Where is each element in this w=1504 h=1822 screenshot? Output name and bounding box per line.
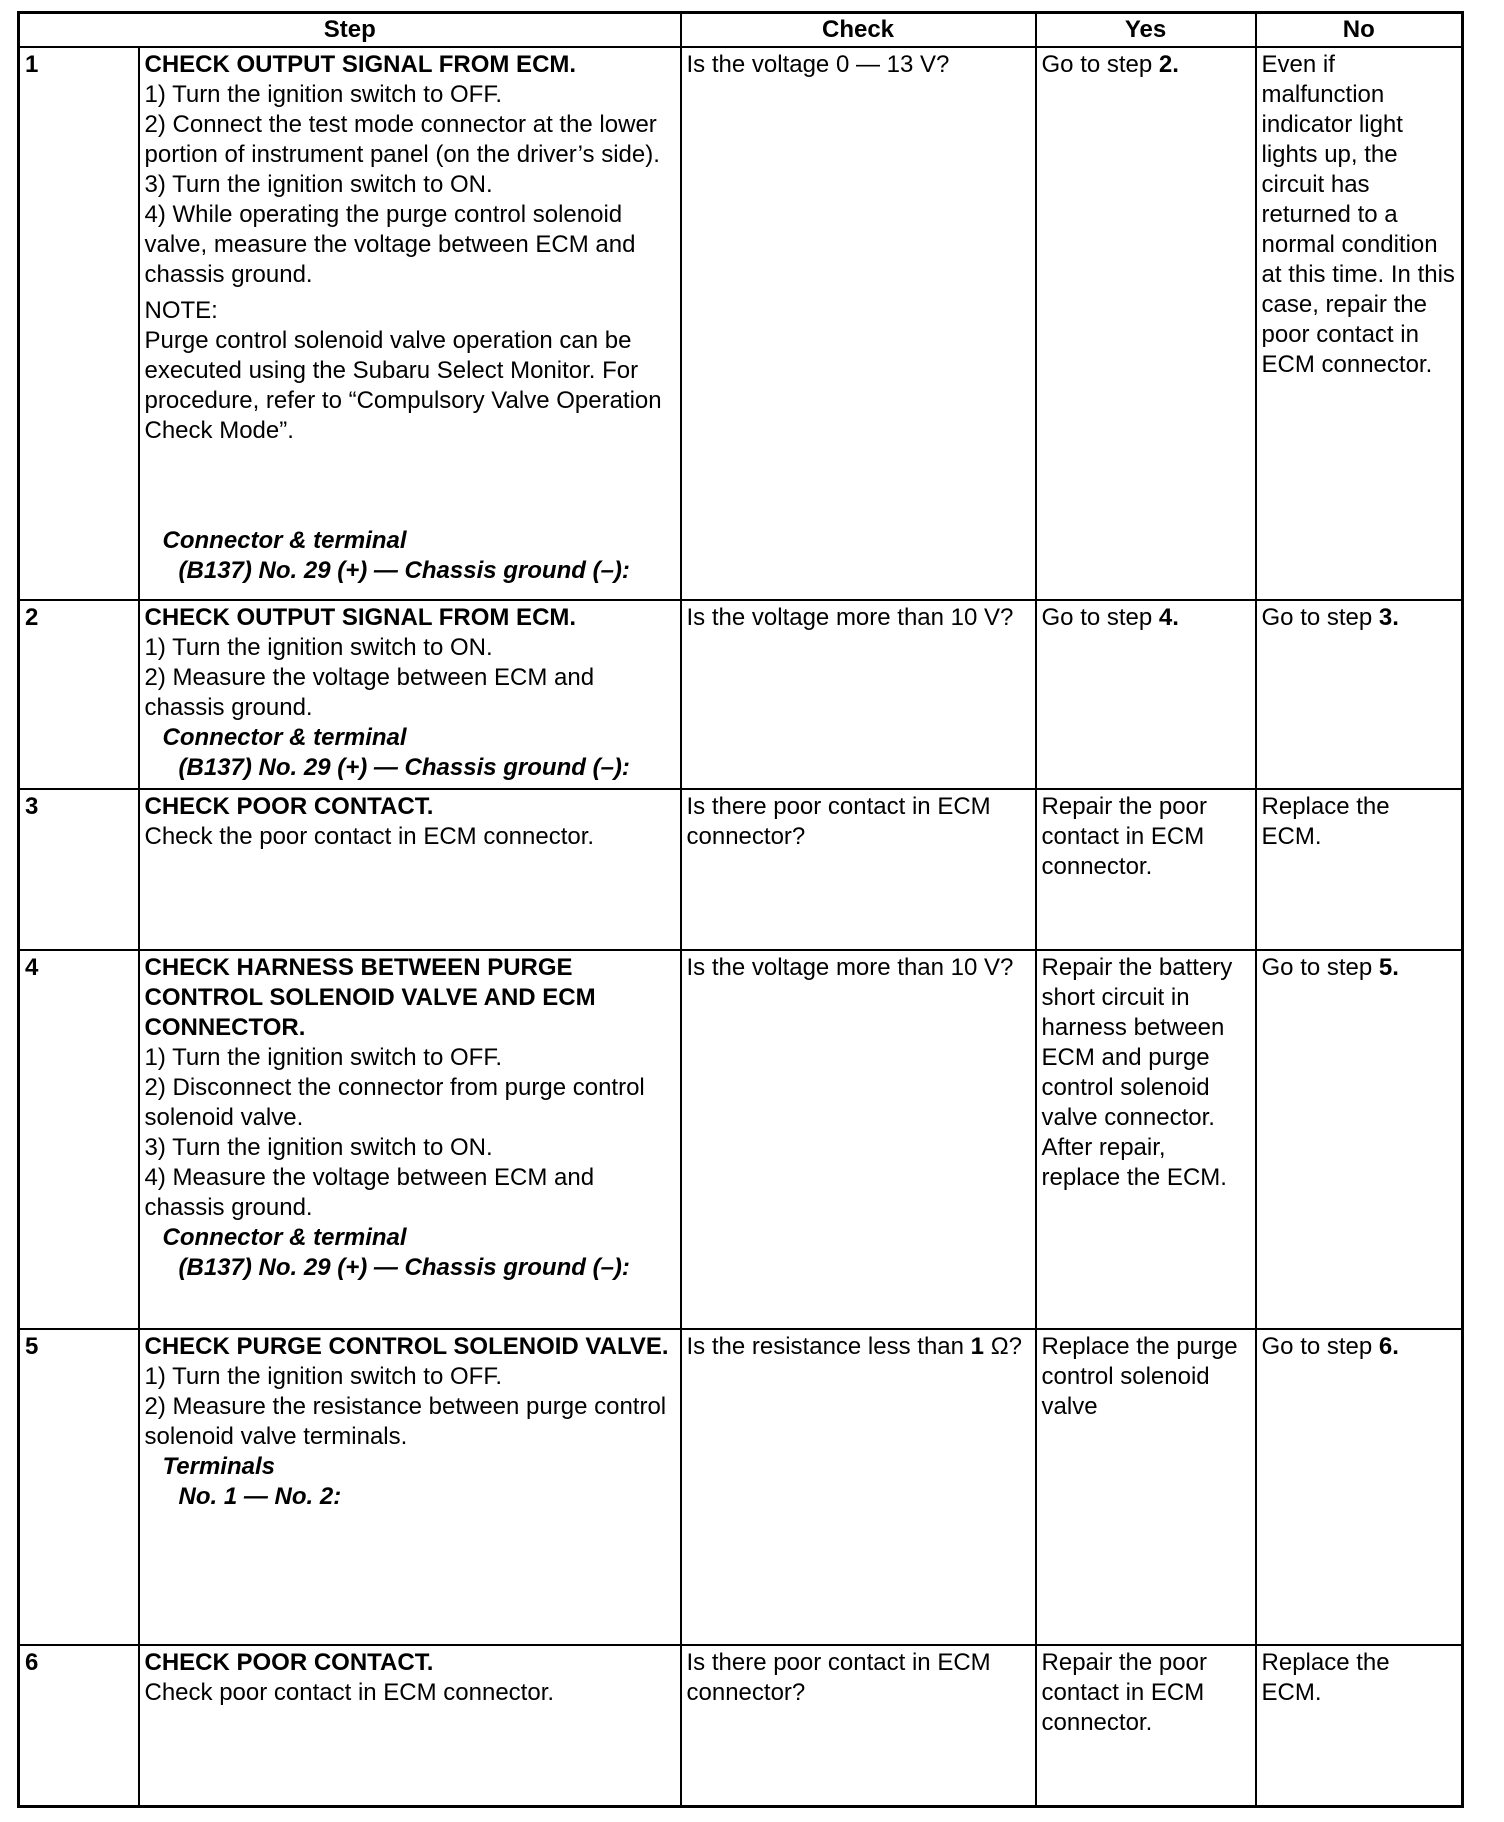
step-number: 1: [19, 47, 139, 600]
check-unit: Ω?: [984, 1333, 1022, 1361]
table-row: [19, 950, 1463, 1329]
no-text: Replace the ECM.: [1261, 1649, 1390, 1707]
terminals-value: No. 1 — No. 2:: [178, 1483, 342, 1511]
yes-text: Repair the battery short circuit in harness between ECM and purge control solenoid valve connector. After repair, replace the ECM.: [1041, 954, 1233, 1192]
step-title: CHECK POOR CONTACT.: [144, 1649, 434, 1677]
step-number: 2: [19, 600, 139, 790]
table-row: [19, 1645, 1463, 1806]
check-cell: Is there poor contact in ECM connector?: [681, 1645, 1036, 1806]
step-instruction: 1) Turn the ignition switch to OFF.: [144, 1044, 502, 1072]
step-title: CHECK OUTPUT SIGNAL FROM ECM.: [144, 603, 577, 631]
no-text: Replace the ECM.: [1261, 793, 1390, 851]
no-cell: [1256, 950, 1463, 1329]
connector-label: Connector & terminal: [162, 527, 407, 554]
header-yes: Yes: [1036, 13, 1256, 48]
yes-cell: [1036, 1645, 1256, 1806]
no-cell: [1256, 600, 1463, 790]
yes-text: Repair the poor contact in ECM connector.: [1041, 793, 1207, 881]
no-text: Go to step: [1261, 954, 1379, 982]
header-row: [19, 13, 1463, 48]
no-text: Even if malfunction indicator light lights up, the circuit has returned to a normal condition at this time. In this case, repair the poor contact in ECM connector.: [1261, 51, 1455, 378]
yes-cell: [1036, 950, 1256, 1329]
no-cell: [1256, 789, 1463, 950]
table-row: [19, 47, 1463, 600]
connector-label: Connector & terminal: [162, 1224, 407, 1252]
step-number: 6: [19, 1645, 139, 1806]
no-step-ref: 3.: [1378, 603, 1399, 631]
note-text: Purge control solenoid valve operation can be executed using the Subaru Select Monitor. For procedure, refer to “Compulsory Valve Operation Check Mode”.: [144, 327, 662, 444]
step-instruction: 1) Turn the ignition switch to OFF.: [144, 81, 502, 108]
yes-text: Go to step: [1041, 603, 1159, 631]
step-instruction: 2) Connect the test mode connector at the lower portion of instrument panel (on the driver’s side).: [144, 111, 660, 168]
check-cell: Is the voltage more than 10 V?: [681, 600, 1036, 790]
step-instruction: Check the poor contact in ECM connector.: [144, 823, 595, 851]
step-description: [139, 789, 681, 950]
header-step: Step: [19, 13, 681, 48]
check-text: Is the resistance less than: [686, 1333, 971, 1361]
yes-text: Replace the purge control solenoid valve: [1041, 1333, 1238, 1421]
table-row: [19, 789, 1463, 950]
step-instruction: 1) Turn the ignition switch to ON.: [144, 633, 493, 661]
step-instruction: 3) Turn the ignition switch to ON.: [144, 1134, 493, 1162]
yes-cell: [1036, 789, 1256, 950]
step-title: CHECK OUTPUT SIGNAL FROM ECM.: [144, 51, 577, 78]
step-description: [139, 1329, 681, 1645]
note-label: NOTE:: [144, 297, 218, 324]
step-instruction: 1) Turn the ignition switch to OFF.: [144, 1363, 502, 1391]
step-instruction: 2) Measure the voltage between ECM and chassis ground.: [144, 663, 595, 721]
connector-value: (B137) No. 29 (+) — Chassis ground (–):: [178, 557, 630, 584]
check-cell: Is there poor contact in ECM connector?: [681, 789, 1036, 950]
check-cell: Is the voltage more than 10 V?: [681, 950, 1036, 1329]
check-value: 1: [970, 1333, 985, 1361]
yes-text: Go to step: [1041, 51, 1159, 78]
no-text: Go to step: [1261, 603, 1379, 631]
connector-label: Connector & terminal: [162, 723, 407, 751]
connector-value: (B137) No. 29 (+) — Chassis ground (–):: [178, 1254, 630, 1282]
step-title: CHECK PURGE CONTROL SOLENOID VALVE.: [144, 1333, 669, 1361]
header-check: Check: [681, 13, 1036, 48]
terminals-label: Terminals: [162, 1453, 275, 1481]
table-row: [19, 600, 1463, 790]
step-instruction: 4) While operating the purge control solenoid valve, measure the voltage between ECM and chassis ground.: [144, 201, 636, 288]
no-step-ref: 6.: [1378, 1333, 1399, 1361]
no-cell: [1256, 47, 1463, 600]
header-no: No: [1256, 13, 1463, 48]
step-description: [139, 1645, 681, 1806]
check-cell: Is the voltage 0 — 13 V?: [681, 47, 1036, 600]
check-cell: [681, 1329, 1036, 1645]
step-number: 4: [19, 950, 139, 1329]
step-title: CHECK POOR CONTACT.: [144, 793, 434, 821]
no-cell: [1256, 1645, 1463, 1806]
step-number: 3: [19, 789, 139, 950]
table-row: [19, 1329, 1463, 1645]
no-step-ref: 5.: [1378, 954, 1399, 982]
connector-value: (B137) No. 29 (+) — Chassis ground (–):: [178, 753, 630, 781]
yes-cell: [1036, 47, 1256, 600]
yes-step-ref: 4.: [1158, 603, 1179, 631]
yes-cell: [1036, 1329, 1256, 1645]
step-instruction: 3) Turn the ignition switch to ON.: [144, 171, 493, 198]
yes-text: Repair the poor contact in ECM connector.: [1041, 1649, 1207, 1737]
yes-cell: [1036, 600, 1256, 790]
step-number: 5: [19, 1329, 139, 1645]
step-title: CHECK HARNESS BETWEEN PURGE CONTROL SOLENOID VALVE AND ECM CONNECTOR.: [144, 954, 596, 1042]
step-description: [139, 600, 681, 790]
diagnostic-table: [17, 11, 1464, 1808]
step-instruction: Check poor contact in ECM connector.: [144, 1679, 555, 1707]
step-description: [139, 47, 681, 600]
step-instruction: 2) Measure the resistance between purge control solenoid valve terminals.: [144, 1393, 667, 1451]
yes-step-ref: 2.: [1158, 51, 1179, 78]
step-instruction: 2) Disconnect the connector from purge control solenoid valve.: [144, 1074, 645, 1132]
step-instruction: 4) Measure the voltage between ECM and chassis ground.: [144, 1164, 595, 1222]
no-cell: [1256, 1329, 1463, 1645]
step-description: [139, 950, 681, 1329]
no-text: Go to step: [1261, 1333, 1379, 1361]
